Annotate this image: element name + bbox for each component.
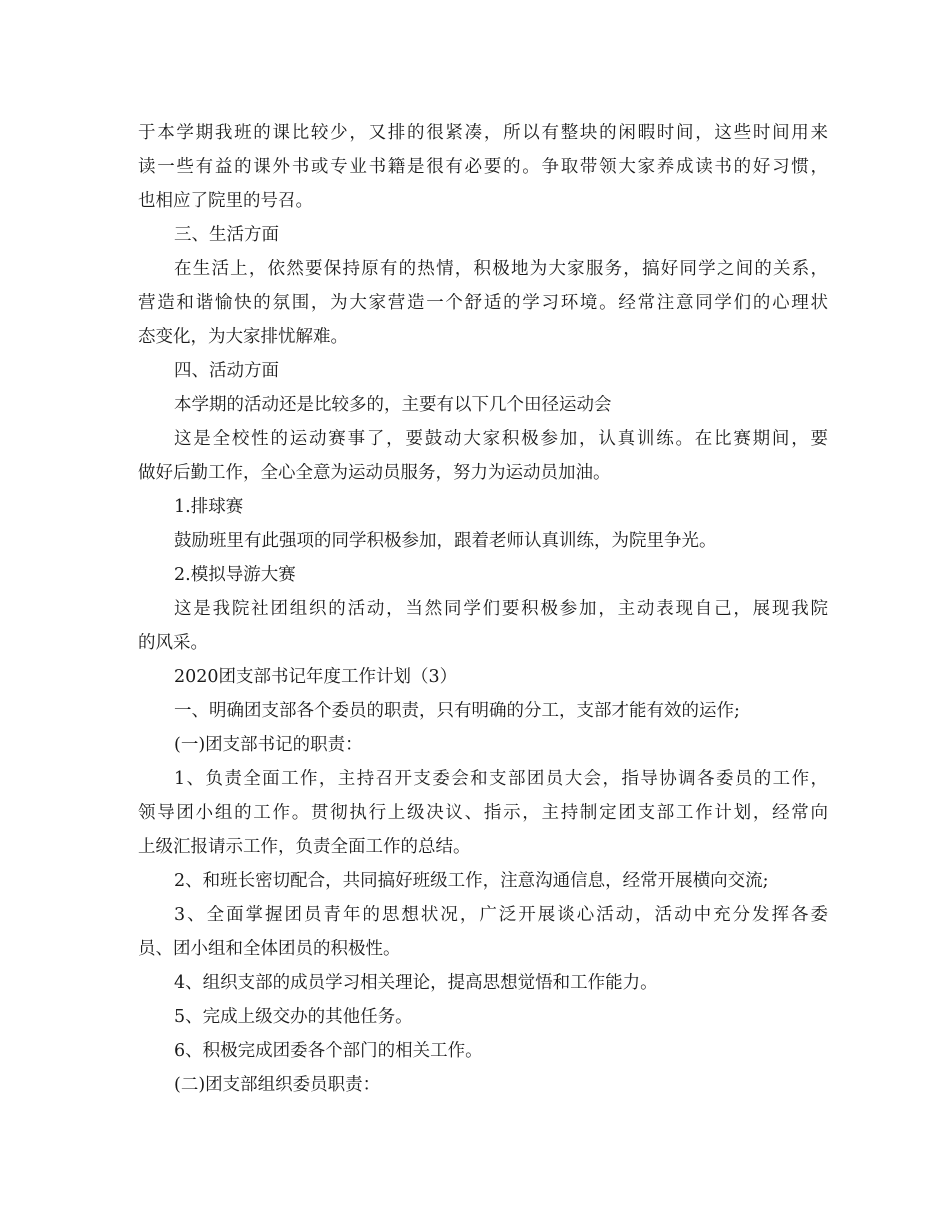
text-line: 员、团小组和全体团员的积极性。 [138,939,401,959]
text-line: 4、组织支部的成员学习相关理论，提高思想觉悟和工作能力。 [174,973,658,993]
text-line: 5、完成上级交办的其他任务。 [174,1007,413,1027]
text-line: 本学期的活动还是比较多的，主要有以下几个田径运动会 [174,395,612,415]
text-line: 6、积极完成团委各个部门的相关工作。 [174,1041,483,1061]
text-line: 2、和班长密切配合，共同搞好班级工作，注意沟通信息，经常开展横向交流; [174,871,769,891]
text-line: 这是全校性的运动赛事了，要鼓动大家积极参加，认真训练。在比赛期间，要 [174,429,828,449]
text-line: 于本学期我班的课比较少，又排的很紧凑，所以有整块的闲暇时间，这些时间用来 [138,123,828,143]
text-line: 态变化，为大家排忧解难。 [138,327,348,347]
text-line: 3、全面掌握团员青年的思想状况，广泛开展谈心活动，活动中充分发挥各委 [174,905,828,925]
text-line: 1.排球赛 [174,497,244,517]
text-line: 一、明确团支部各个委员的职责，只有明确的分工，支部才能有效的运作; [174,701,740,721]
text-line: 营造和谐愉快的氛围，为大家营造一个舒适的学习环境。经常注意同学们的心理状 [138,293,828,313]
text-line: 四、活动方面 [174,361,279,381]
text-line: 领导团小组的工作。贯彻执行上级决议、指示，主持制定团支部工作计划，经常向 [138,803,828,823]
text-line: 在生活上，依然要保持原有的热情，积极地为大家服务，搞好同学之间的关系， [174,259,828,279]
text-line: 这是我院社团组织的活动，当然同学们要积极参加，主动表现自己，展现我院 [174,599,828,619]
text-line: 鼓励班里有此强项的同学积极参加，跟着老师认真训练，为院里争光。 [174,531,717,551]
text-line: 上级汇报请示工作，负责全面工作的总结。 [138,837,471,857]
text-line: 2020团支部书记年度工作计划（3） [174,667,458,687]
document-body [138,116,828,1102]
text-line: 的风采。 [138,633,208,653]
text-line: 读一些有益的课外书或专业书籍是很有必要的。争取带领大家养成读书的好习惯， [138,157,828,177]
text-line: (一)团支部书记的职责： [174,735,363,755]
text-line: 2.模拟导游大赛 [174,565,296,585]
text-line: 做好后勤工作，全心全意为运动员服务，努力为运动员加油。 [138,463,611,483]
text-line: (二)团支部组织委员职责： [174,1075,381,1095]
text-line: 三、生活方面 [174,225,279,245]
text-line: 也相应了院里的号召。 [138,191,313,211]
text-line: 1、负责全面工作，主持召开支委会和支部团员大会，指导协调各委员的工作， [174,769,828,789]
